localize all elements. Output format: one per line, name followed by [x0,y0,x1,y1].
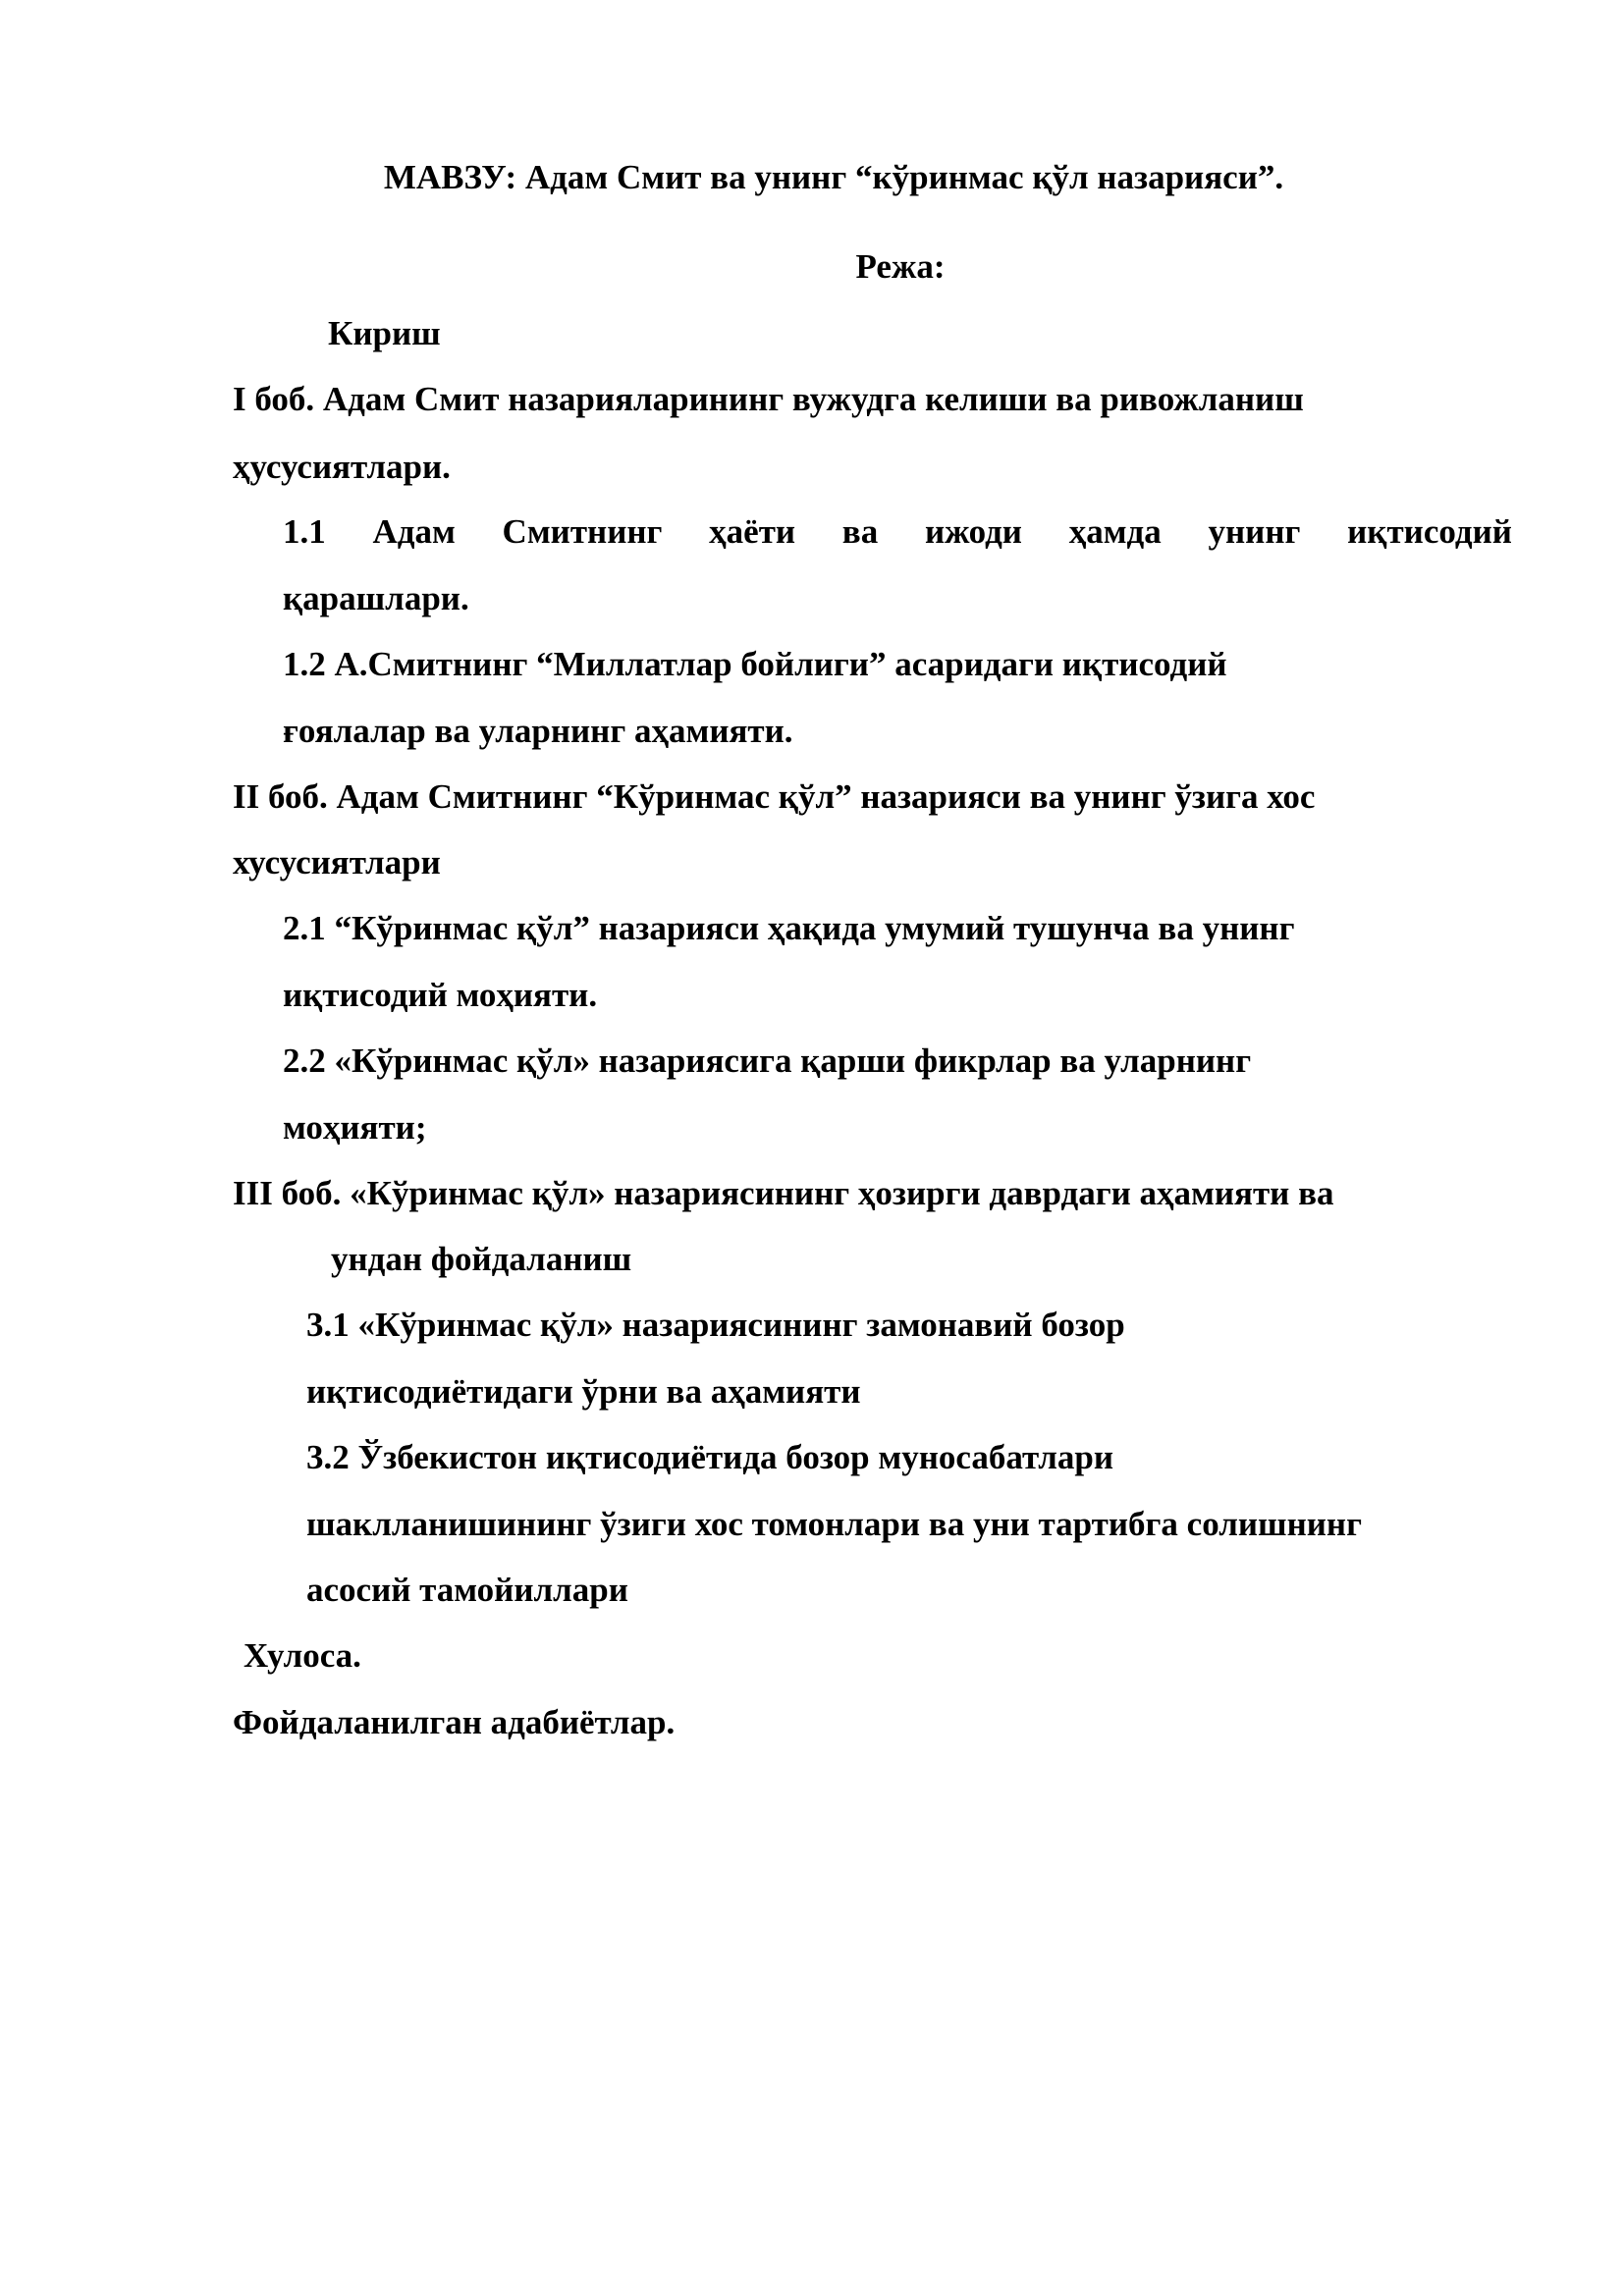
chapter3-line1: III боб. «Кўринмас қўл» назариясининг ҳозирги даврдаги аҳамияти ва [233,1174,1334,1212]
section-2-2-line1: 2.2 «Кўринмас қўл» назариясига қарши фикрлар ва уларнинг [283,1041,1252,1080]
section-3-2-line2: шаклланишининг ўзиги хос томонлари ва уни тартибга солишнинг [306,1505,1362,1543]
section-1-1-word: иқтисодий [1347,512,1512,551]
section-3-2-line3: асосий тамойиллари [306,1571,628,1609]
section-3-2-line1: 3.2 Ўзбекистон иқтисодиётида бозор муносабатлари [306,1438,1114,1476]
conclusion-item: Хулоса. [244,1636,361,1675]
section-3-1-line1: 3.1 «Кўринмас қўл» назариясининг замонавий бозор [306,1306,1125,1344]
section-1-1-word: унинг [1208,512,1301,551]
section-1-1-word: Адам [372,512,456,551]
plan-heading: Режа: [855,247,946,286]
intro-item: Кириш [328,314,441,352]
section-1-2-line2: ғоялалар ва уларнинг аҳамияти. [283,712,793,750]
section-1-1-word: 1.1 [283,512,326,551]
section-1-1-word: Смитнинг [502,512,663,551]
section-2-1-line1: 2.1 “Кўринмас қўл” назарияси ҳақида умумий тушунча ва унинг [283,909,1295,947]
section-1-1-word: ижоди [924,512,1022,551]
section-1-1-word: ҳаёти [709,512,796,551]
document-title: МАВЗУ: Адам Смит ва унинг “кўринмас қўл назарияси”. [383,158,1284,196]
chapter1-line1: I боб. Адам Смит назарияларининг вужудга келиши ва ривожланиш [233,380,1304,418]
chapter3-line2: ундан фойдаланиш [331,1240,632,1278]
section-1-2-line1: 1.2 А.Смитнинг “Миллатлар бойлиги” асаридаги иқтисодий [283,645,1227,683]
section-1-1-word: ва [841,512,879,551]
section-3-1-line2: иқтисодиётидаги ўрни ва аҳамияти [306,1372,861,1411]
chapter2-line2: хусусиятлари [233,843,441,881]
section-1-1-word: ҳамда [1068,512,1162,551]
section-1-1-line1 [283,514,1512,549]
section-2-1-line2: иқтисодий моҳияти. [283,976,598,1014]
chapter2-line1: II боб. Адам Смитнинг “Кўринмас қўл” назарияси ва унинг ўзига хос [233,777,1316,816]
chapter1-line2: ҳусусиятлари. [233,448,451,486]
references-item: Фойдаланилган адабиётлар. [233,1703,676,1741]
section-1-1-line2: қарашлари. [283,579,469,617]
section-2-2-line2: моҳияти; [283,1108,427,1147]
